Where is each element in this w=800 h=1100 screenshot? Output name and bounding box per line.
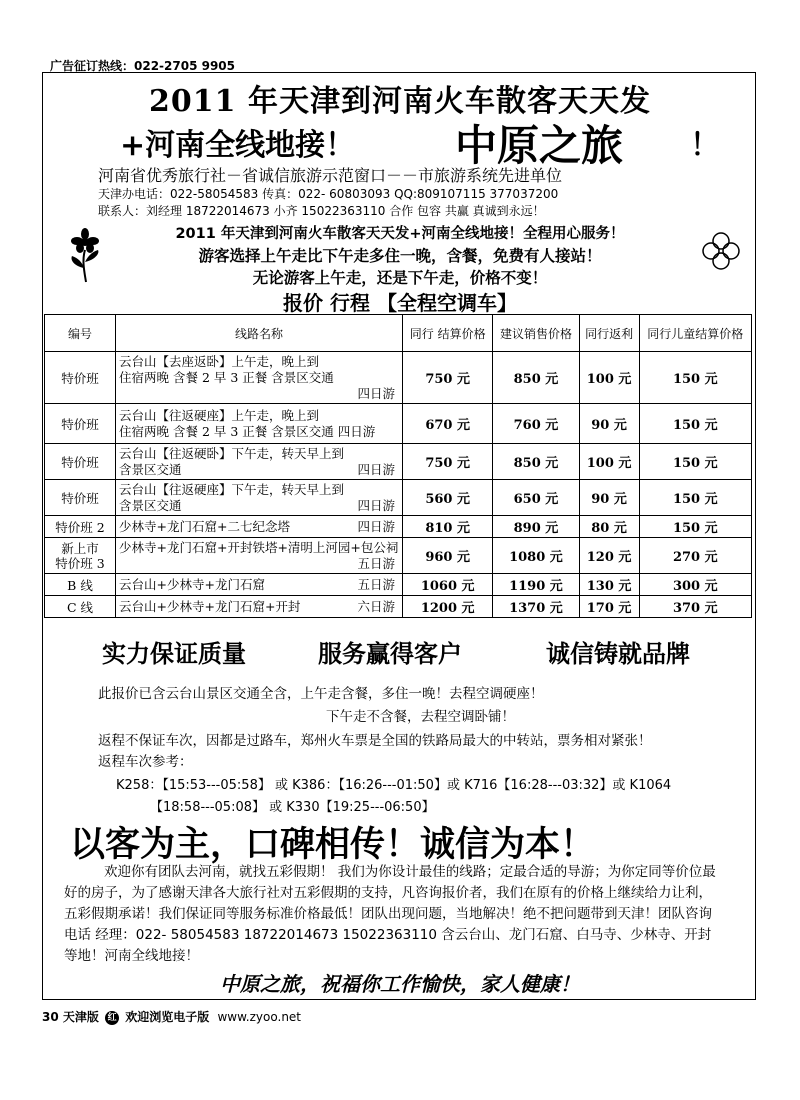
slogan-integrity: 诚信铸就品牌 [546, 640, 690, 668]
route-duration: 四日游 [357, 497, 395, 513]
route-name [116, 404, 403, 444]
promo-line-3: 无论游客上午走，还是下午走，价格不变！ [252, 269, 548, 287]
contact-phones: 天津办电话：022-58054583 传真：022- 60803093 QQ:809107115 377037200 [98, 187, 559, 201]
suggest-price: 850 元 [493, 352, 579, 404]
ad-hotline: 广告征订热线：022-2705 9905 [50, 59, 236, 73]
slogan-quality: 实力保证质量 [102, 640, 246, 668]
col-suggest-header: 建议销售价格 [493, 315, 579, 352]
table-row [45, 596, 752, 618]
suggest-price: 1080 元 [493, 538, 579, 574]
route-line: 少林寺+龙门石窟+二七纪念塔 [119, 518, 290, 534]
rebate: 130 元 [579, 574, 639, 596]
brand-name: 中原之旅 [455, 121, 624, 170]
route-line: 含景区交通 [119, 497, 182, 513]
route-duration: 五日游 [357, 555, 395, 571]
route-line: 住宿两晚 含餐 2 早 3 正餐 含景区交通 [119, 369, 334, 385]
route-duration: 四日游 [357, 461, 395, 477]
suggest-price: 850 元 [493, 444, 579, 480]
route-name [116, 538, 403, 574]
table-row [45, 480, 752, 516]
col-child-header: 同行儿童结算价格 [639, 315, 751, 352]
route-line-pair [119, 599, 399, 615]
route-name [116, 516, 403, 538]
route-name [116, 596, 403, 618]
rebate: 120 元 [579, 538, 639, 574]
route-duration: 六日游 [357, 598, 395, 614]
slogan-service: 服务赢得客户 [318, 640, 462, 668]
page-footer [42, 1008, 301, 1025]
route-line: 云台山+少林寺+龙门石窟+开封 [119, 598, 301, 614]
route-line: 少林寺+龙门石窟+开封铁塔+清明上河园+包公祠 [119, 539, 399, 555]
rebate: 170 元 [579, 596, 639, 618]
rebate: 90 元 [579, 480, 639, 516]
settle-price: 960 元 [403, 538, 493, 574]
route-code: 特价班 [45, 404, 116, 444]
note-line: 返程车次参考： [98, 754, 193, 770]
brand-exclamation: ！ [690, 128, 720, 163]
route-code: C 线 [45, 596, 116, 618]
note-line: 下午走不含餐，去程空调卧铺！ [326, 709, 515, 725]
settle-price: 810 元 [403, 516, 493, 538]
col-code-header: 编号 [45, 315, 116, 352]
col-settle-header: 同行 结算价格 [403, 315, 493, 352]
settle-price: 1060 元 [403, 574, 493, 596]
route-code: 特价班 [45, 480, 116, 516]
table-row [45, 574, 752, 596]
promo-line-1: 2011 年天津到河南火车散客天天发+河南全线地接！全程用心服务！ [175, 226, 625, 242]
rebate: 90 元 [579, 404, 639, 444]
suggest-price: 760 元 [493, 404, 579, 444]
child-price: 150 元 [639, 352, 751, 404]
train-schedule: 【18:58---05:08】 或 K330【19:25---06:50】 [150, 800, 435, 815]
col-rebate-header: 同行返利 [579, 315, 639, 352]
child-price: 370 元 [639, 596, 751, 618]
route-code: 特价班 2 [45, 516, 116, 538]
settle-price: 750 元 [403, 352, 493, 404]
route-duration: 四日游 [357, 518, 395, 534]
child-price: 270 元 [639, 538, 751, 574]
route-duration: 四日游 [357, 385, 395, 401]
table-row [45, 352, 752, 404]
settle-price: 560 元 [403, 480, 493, 516]
suggest-price: 650 元 [493, 480, 579, 516]
rebate: 80 元 [579, 516, 639, 538]
route-line: 住宿两晚 含餐 2 早 3 正餐 含景区交通 四日游 [119, 423, 376, 439]
note-line: 返程不保证车次，因都是过路车，郑州火车票是全国的铁路局最大的中转站，票务相对紧张！ [98, 733, 652, 749]
promo-line-2: 游客选择上午走比下午走多住一晚，含餐，免费有人接站！ [198, 247, 602, 265]
route-name [116, 444, 403, 480]
quote-heading: 报价 行程 【全程空调车】 [283, 291, 517, 315]
route-line-pair [119, 519, 399, 535]
route-duration: 五日游 [357, 576, 395, 592]
table-row [45, 404, 752, 444]
price-table [44, 314, 752, 618]
table-row [45, 516, 752, 538]
suggest-price: 890 元 [493, 516, 579, 538]
route-code: 新上市 特价班 3 [45, 538, 116, 574]
table-row [45, 538, 752, 574]
intro-paragraph [64, 862, 724, 967]
note-line: 此报价已含云台山景区交通全含，上午走含餐，多住一晚！去程空调硬座！ [98, 686, 544, 702]
contact-persons: 联系人：刘经理 18722014673 小齐 15022363110 合作 包容 共赢 真诚到永远！ [98, 204, 545, 218]
child-price: 300 元 [639, 574, 751, 596]
route-name [116, 352, 403, 404]
route-line-pair [119, 498, 399, 514]
suggest-price: 1370 元 [493, 596, 579, 618]
route-code: B 线 [45, 574, 116, 596]
route-line: 含景区交通 [119, 461, 182, 477]
child-price: 150 元 [639, 516, 751, 538]
rebate: 100 元 [579, 444, 639, 480]
route-line-pair [119, 462, 399, 478]
child-price: 150 元 [639, 480, 751, 516]
col-route-header: 线路名称 [116, 315, 403, 352]
footer-text: 欢迎浏览电子版 [125, 1010, 210, 1024]
route-line: 云台山【往返硬卧】下午走，转天早上到 [119, 445, 345, 461]
big-slogan: 以客为主，口碑相传！诚信为本！ [70, 824, 596, 865]
red-badge-icon: 红 [105, 1011, 119, 1025]
footer-url[interactable]: www.zyoo.net [217, 1010, 302, 1024]
rebate: 100 元 [579, 352, 639, 404]
table-row [45, 444, 752, 480]
table-header-row [45, 315, 752, 352]
agency-subtitle: 河南省优秀旅行社－省诚信旅游示范窗口－－市旅游系统先进单位 [98, 166, 563, 185]
route-line: 云台山+少林寺+龙门石窟 [119, 576, 265, 592]
suggest-price: 1190 元 [493, 574, 579, 596]
route-line-pair [119, 577, 399, 593]
train-schedule: K258：【15:53---05:58】 或 K386：【16:26---01:50】或 K716【16:28---03:32】或 K1064 [116, 778, 672, 793]
route-line: 云台山【往返硬座】上午走，晚上到 [119, 407, 320, 423]
page-number: 30 天津版 [42, 1010, 99, 1024]
settle-price: 1200 元 [403, 596, 493, 618]
closing-blessing: 中原之旅，祝福你工作愉快，家人健康！ [220, 972, 580, 996]
main-title-line2: +河南全线地接！ [120, 128, 356, 163]
child-price: 150 元 [639, 404, 751, 444]
child-price: 150 元 [639, 444, 751, 480]
settle-price: 670 元 [403, 404, 493, 444]
settle-price: 750 元 [403, 444, 493, 480]
route-name [116, 574, 403, 596]
route-name [116, 480, 403, 516]
route-code: 特价班 [45, 444, 116, 480]
intro-text: 欢迎你有团队去河南，就找五彩假期！ 我们为你设计最佳的线路；定最合适的导游；为你定同等价位最好的房子，为了感谢天津各大旅行社对五彩假期的支持，凡咨询报价者，我们在原有的价格上继续给力让利，五彩假期承诺！我们保证同等服务标准价格最低！团队出现问题，当地解决！绝不把问题带到天津！团队咨询电话 经理：022- 58054583 18722014673 15022363110 含云台山、龙门石窟、白马寺、少林寺、开封等地！河南全线地接！ [64, 864, 716, 964]
route-line: 云台山【往返硬座】下午走，转天早上到 [119, 481, 345, 497]
route-line: 云台山【去座返卧】上午走，晚上到 [119, 353, 320, 369]
main-title: 2011 年天津到河南火车散客天天发 [149, 84, 651, 119]
route-code: 特价班 [45, 352, 116, 404]
